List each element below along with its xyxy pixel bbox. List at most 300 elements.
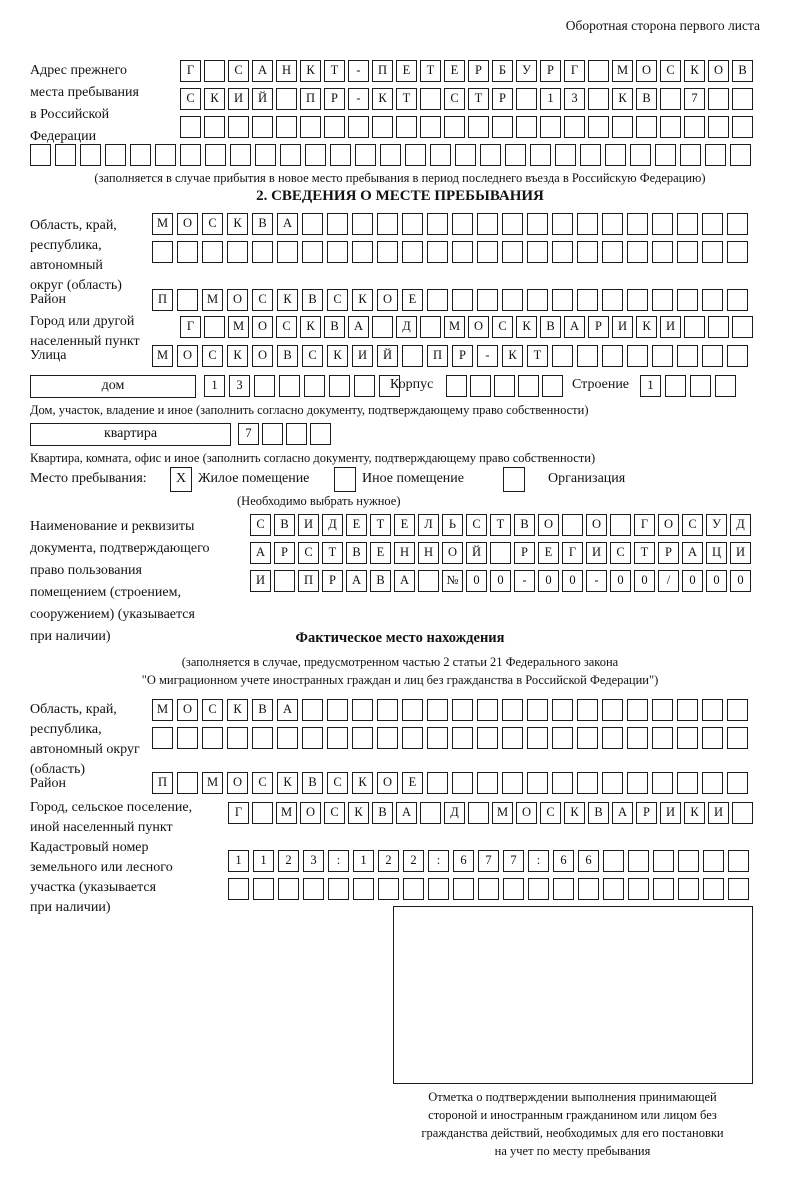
char-box: - [348, 60, 369, 82]
char-box [353, 878, 374, 900]
char-box: 0 [490, 570, 511, 592]
char-box [690, 375, 711, 397]
char-box: С [252, 289, 273, 311]
stay-type-label: Место пребывания: [30, 471, 147, 486]
char-box [478, 878, 499, 900]
char-box: 0 [538, 570, 559, 592]
char-box [255, 144, 276, 166]
char-box [470, 375, 491, 397]
char-box: О [177, 345, 198, 367]
char-box: О [177, 699, 198, 721]
char-box: И [352, 345, 373, 367]
city-row [180, 316, 756, 338]
char-box [324, 116, 345, 138]
char-box: О [442, 542, 463, 564]
char-box [352, 699, 373, 721]
char-box: Р [324, 88, 345, 110]
char-box: С [324, 802, 345, 824]
char-box [180, 144, 201, 166]
char-box [727, 289, 748, 311]
prev-address-row-3 [180, 116, 756, 138]
char-box: А [682, 542, 703, 564]
char-box [329, 375, 350, 397]
char-box: С [302, 345, 323, 367]
char-box: М [276, 802, 297, 824]
char-box [630, 144, 651, 166]
char-box [152, 241, 173, 263]
char-box: Т [634, 542, 655, 564]
char-box: Д [730, 514, 751, 536]
char-box: А [277, 213, 298, 235]
char-box: Т [468, 88, 489, 110]
char-box: М [492, 802, 513, 824]
char-box [527, 289, 548, 311]
char-box [542, 375, 563, 397]
char-box [727, 727, 748, 749]
stay-type-checkbox-other [334, 467, 356, 492]
prev-address-label-line1: Адрес прежнего [30, 63, 127, 78]
document-name-row-1 [250, 514, 754, 536]
city-label-line1: Город или другой [30, 314, 135, 329]
char-box: С [660, 60, 681, 82]
char-box [177, 289, 198, 311]
char-box: - [514, 570, 535, 592]
char-box: 3 [229, 375, 250, 397]
char-box [577, 727, 598, 749]
cadastre-label-line4: при наличии) [30, 900, 111, 915]
char-box: В [514, 514, 535, 536]
char-box [708, 116, 729, 138]
char-box [527, 241, 548, 263]
char-box: С [202, 345, 223, 367]
char-box: О [636, 60, 657, 82]
char-box [588, 60, 609, 82]
char-box: П [152, 289, 173, 311]
char-box: Т [370, 514, 391, 536]
char-box: В [540, 316, 561, 338]
char-box: Н [418, 542, 439, 564]
char-box [627, 772, 648, 794]
char-box: И [250, 570, 271, 592]
char-box: 6 [453, 850, 474, 872]
char-box: В [252, 699, 273, 721]
document-name-label-line1: Наименование и реквизиты [30, 519, 195, 534]
char-box [253, 878, 274, 900]
char-box [516, 88, 537, 110]
char-box: 1 [228, 850, 249, 872]
char-box: О [586, 514, 607, 536]
region-label-line3: автономный [30, 258, 103, 273]
char-box [684, 116, 705, 138]
region2-label [30, 700, 140, 780]
char-box: Г [180, 60, 201, 82]
char-box [653, 878, 674, 900]
char-box [527, 699, 548, 721]
char-box: С [202, 699, 223, 721]
char-box [455, 144, 476, 166]
char-box: 0 [730, 570, 751, 592]
region-label-line1: Область, край, [30, 218, 117, 233]
char-box [327, 727, 348, 749]
char-box [452, 289, 473, 311]
char-box [728, 878, 749, 900]
char-box: К [327, 345, 348, 367]
char-box: К [277, 289, 298, 311]
char-box: Е [538, 542, 559, 564]
stay-type-checkbox-organization [503, 467, 525, 492]
char-box [727, 345, 748, 367]
prev-address-label-line3: в Российской [30, 107, 110, 122]
prev-address-row-2 [180, 88, 756, 110]
char-box: К [352, 289, 373, 311]
char-box: И [298, 514, 319, 536]
char-box: К [684, 802, 705, 824]
char-box [378, 878, 399, 900]
cadastre-row-2 [228, 878, 753, 900]
char-box: 1 [204, 375, 225, 397]
document-name-label-line3: право пользования [30, 563, 142, 578]
char-box: И [228, 88, 249, 110]
char-box [603, 850, 624, 872]
char-box [402, 213, 423, 235]
char-box [602, 345, 623, 367]
region-label [30, 216, 122, 296]
char-box: И [708, 802, 729, 824]
char-box: В [274, 514, 295, 536]
char-box [452, 699, 473, 721]
char-box [427, 289, 448, 311]
char-box [732, 116, 753, 138]
char-box: В [370, 570, 391, 592]
char-box [305, 144, 326, 166]
char-box: П [152, 772, 173, 794]
char-box: С [276, 316, 297, 338]
char-box: К [636, 316, 657, 338]
char-box [262, 423, 283, 445]
char-box: П [300, 88, 321, 110]
char-box [427, 213, 448, 235]
char-box [490, 542, 511, 564]
char-box [727, 241, 748, 263]
stroenie-label: Строение [572, 377, 630, 392]
char-box: - [586, 570, 607, 592]
char-box: М [152, 345, 173, 367]
char-box: Н [276, 60, 297, 82]
char-box [555, 144, 576, 166]
char-box [402, 241, 423, 263]
prev-address-label-line4: Федерации [30, 129, 97, 144]
char-box [684, 316, 705, 338]
char-box [202, 727, 223, 749]
char-box: К [684, 60, 705, 82]
char-box [652, 241, 673, 263]
char-box [577, 345, 598, 367]
char-box: О [377, 772, 398, 794]
char-box [452, 241, 473, 263]
char-box [310, 423, 331, 445]
char-box [577, 289, 598, 311]
char-box: К [352, 772, 373, 794]
char-box [304, 375, 325, 397]
char-box: О [300, 802, 321, 824]
cadastre-label-line1: Кадастровый номер [30, 840, 149, 855]
city-label [30, 312, 140, 352]
char-box [276, 116, 297, 138]
char-box: Р [514, 542, 535, 564]
char-box: Р [322, 570, 343, 592]
char-box [180, 116, 201, 138]
char-box: 0 [682, 570, 703, 592]
char-box [702, 772, 723, 794]
char-box [352, 727, 373, 749]
char-box [477, 772, 498, 794]
char-box [627, 289, 648, 311]
char-box [403, 878, 424, 900]
char-box [503, 878, 524, 900]
char-box: К [227, 699, 248, 721]
char-box: И [586, 542, 607, 564]
char-box [354, 375, 375, 397]
char-box [327, 699, 348, 721]
confirmation-note [385, 1088, 760, 1160]
char-box [703, 850, 724, 872]
char-box [204, 116, 225, 138]
char-box [420, 88, 441, 110]
char-box: Е [370, 542, 391, 564]
char-box: Й [252, 88, 273, 110]
prev-address-label [30, 60, 139, 148]
char-box: Р [468, 60, 489, 82]
char-box [652, 289, 673, 311]
char-box [652, 345, 673, 367]
char-box [727, 699, 748, 721]
char-box [732, 316, 753, 338]
char-box: 6 [578, 850, 599, 872]
confirmation-note-line3: гражданства действий, необходимых для его постановки [421, 1126, 724, 1140]
char-box: У [706, 514, 727, 536]
char-box [502, 241, 523, 263]
char-box [252, 727, 273, 749]
char-box: М [202, 289, 223, 311]
char-box [727, 213, 748, 235]
char-box [227, 727, 248, 749]
char-box [703, 878, 724, 900]
char-box [627, 727, 648, 749]
char-box [677, 289, 698, 311]
char-box [202, 241, 223, 263]
char-box: Й [377, 345, 398, 367]
char-box: В [302, 289, 323, 311]
prev-address-label-line2: места пребывания [30, 85, 139, 100]
char-box: Т [527, 345, 548, 367]
char-box [279, 375, 300, 397]
char-box: 0 [562, 570, 583, 592]
house-type-box: дом [30, 375, 196, 398]
document-name-label-line5: сооружением) (указывается [30, 607, 195, 622]
char-box: С [202, 213, 223, 235]
char-box: К [227, 213, 248, 235]
city-label-line2: населенный пункт [30, 334, 140, 349]
char-box [152, 727, 173, 749]
char-box: К [227, 345, 248, 367]
char-box [477, 241, 498, 263]
char-box: Р [492, 88, 513, 110]
char-box [302, 699, 323, 721]
char-box [453, 878, 474, 900]
document-name-label-line2: документа, подтверждающего [30, 541, 210, 556]
char-box [377, 241, 398, 263]
char-box [702, 241, 723, 263]
char-box: О [468, 316, 489, 338]
char-box [446, 375, 467, 397]
char-box [728, 850, 749, 872]
region-label-line4: округ (область) [30, 278, 122, 293]
char-box [105, 144, 126, 166]
char-box: Г [228, 802, 249, 824]
district2-row [152, 772, 752, 794]
char-box: Л [418, 514, 439, 536]
char-box [402, 345, 423, 367]
char-box: Т [490, 514, 511, 536]
char-box: В [732, 60, 753, 82]
document-name-row-2 [250, 542, 754, 564]
char-box: К [564, 802, 585, 824]
page-side-note: Оборотная сторона первого листа [565, 18, 760, 33]
char-box: 6 [553, 850, 574, 872]
char-box [580, 144, 601, 166]
char-box: А [394, 570, 415, 592]
char-box: Д [444, 802, 465, 824]
char-box [552, 699, 573, 721]
char-box: - [348, 88, 369, 110]
prev-address-row-4 [30, 144, 755, 166]
char-box [502, 213, 523, 235]
char-box: В [636, 88, 657, 110]
district-label: Район [30, 292, 66, 307]
char-box: № [442, 570, 463, 592]
char-box [516, 116, 537, 138]
char-box: В [588, 802, 609, 824]
stay-type-checkbox-residential: X [170, 467, 192, 492]
char-box [552, 772, 573, 794]
char-box [730, 144, 751, 166]
char-box: С [298, 542, 319, 564]
char-box [627, 213, 648, 235]
char-box [372, 116, 393, 138]
char-box [678, 850, 699, 872]
char-box [427, 727, 448, 749]
char-box [652, 699, 673, 721]
char-box: М [612, 60, 633, 82]
char-box [702, 213, 723, 235]
char-box: А [346, 570, 367, 592]
char-box: : [528, 850, 549, 872]
char-box: 1 [540, 88, 561, 110]
char-box [715, 375, 736, 397]
char-box [652, 727, 673, 749]
char-box: С [492, 316, 513, 338]
char-box [330, 144, 351, 166]
char-box [227, 241, 248, 263]
fact-location-note-line2: "О миграционном учете иностранных граждан и лиц без гражданства в Российской Федерации") [141, 673, 659, 687]
char-box [502, 699, 523, 721]
char-box: О [177, 213, 198, 235]
char-box [540, 116, 561, 138]
char-box [577, 213, 598, 235]
char-box [732, 802, 753, 824]
char-box [228, 878, 249, 900]
char-box [427, 241, 448, 263]
char-box: Д [322, 514, 343, 536]
char-box [277, 241, 298, 263]
char-box: В [252, 213, 273, 235]
confirmation-mark-box [393, 906, 753, 1084]
char-box [277, 727, 298, 749]
char-box [602, 727, 623, 749]
char-box [602, 772, 623, 794]
char-box: Г [634, 514, 655, 536]
fact-location-note-line1: (заполняется в случае, предусмотренном частью 2 статьи 21 Федерального закона [181, 655, 619, 669]
char-box: М [152, 699, 173, 721]
char-box [628, 878, 649, 900]
document-name-label-line6: при наличии) [30, 629, 111, 644]
char-box: Т [396, 88, 417, 110]
char-box: У [516, 60, 537, 82]
prev-address-row-1 [180, 60, 756, 82]
char-box [708, 316, 729, 338]
confirmation-note-line1: Отметка о подтверждении выполнения принимающей [428, 1090, 717, 1104]
confirmation-note-line4: на учет по месту пребывания [494, 1144, 651, 1158]
char-box [727, 772, 748, 794]
char-box [477, 289, 498, 311]
char-box [677, 727, 698, 749]
char-box [328, 878, 349, 900]
char-box [177, 241, 198, 263]
char-box [602, 289, 623, 311]
char-box [552, 241, 573, 263]
char-box: С [252, 772, 273, 794]
char-box: А [252, 60, 273, 82]
char-box: 2 [278, 850, 299, 872]
char-box [427, 772, 448, 794]
char-box [530, 144, 551, 166]
char-box: А [612, 802, 633, 824]
char-box [348, 116, 369, 138]
char-box [302, 727, 323, 749]
char-box: К [300, 60, 321, 82]
char-box: Р [452, 345, 473, 367]
char-box [602, 213, 623, 235]
char-box [705, 144, 726, 166]
char-box [527, 727, 548, 749]
char-box [228, 116, 249, 138]
char-box [602, 241, 623, 263]
char-box: С [610, 542, 631, 564]
fact-location-title: Фактическое место нахождения [295, 630, 505, 646]
char-box [352, 213, 373, 235]
region2-row-2 [152, 727, 752, 749]
char-box [653, 850, 674, 872]
char-box: В [324, 316, 345, 338]
char-box: М [152, 213, 173, 235]
char-box [708, 88, 729, 110]
district-row [152, 289, 752, 311]
city2-row [228, 802, 756, 824]
char-box [377, 213, 398, 235]
char-box: 1 [640, 375, 661, 397]
region2-label-line4: (область) [30, 762, 86, 777]
char-box [678, 878, 699, 900]
